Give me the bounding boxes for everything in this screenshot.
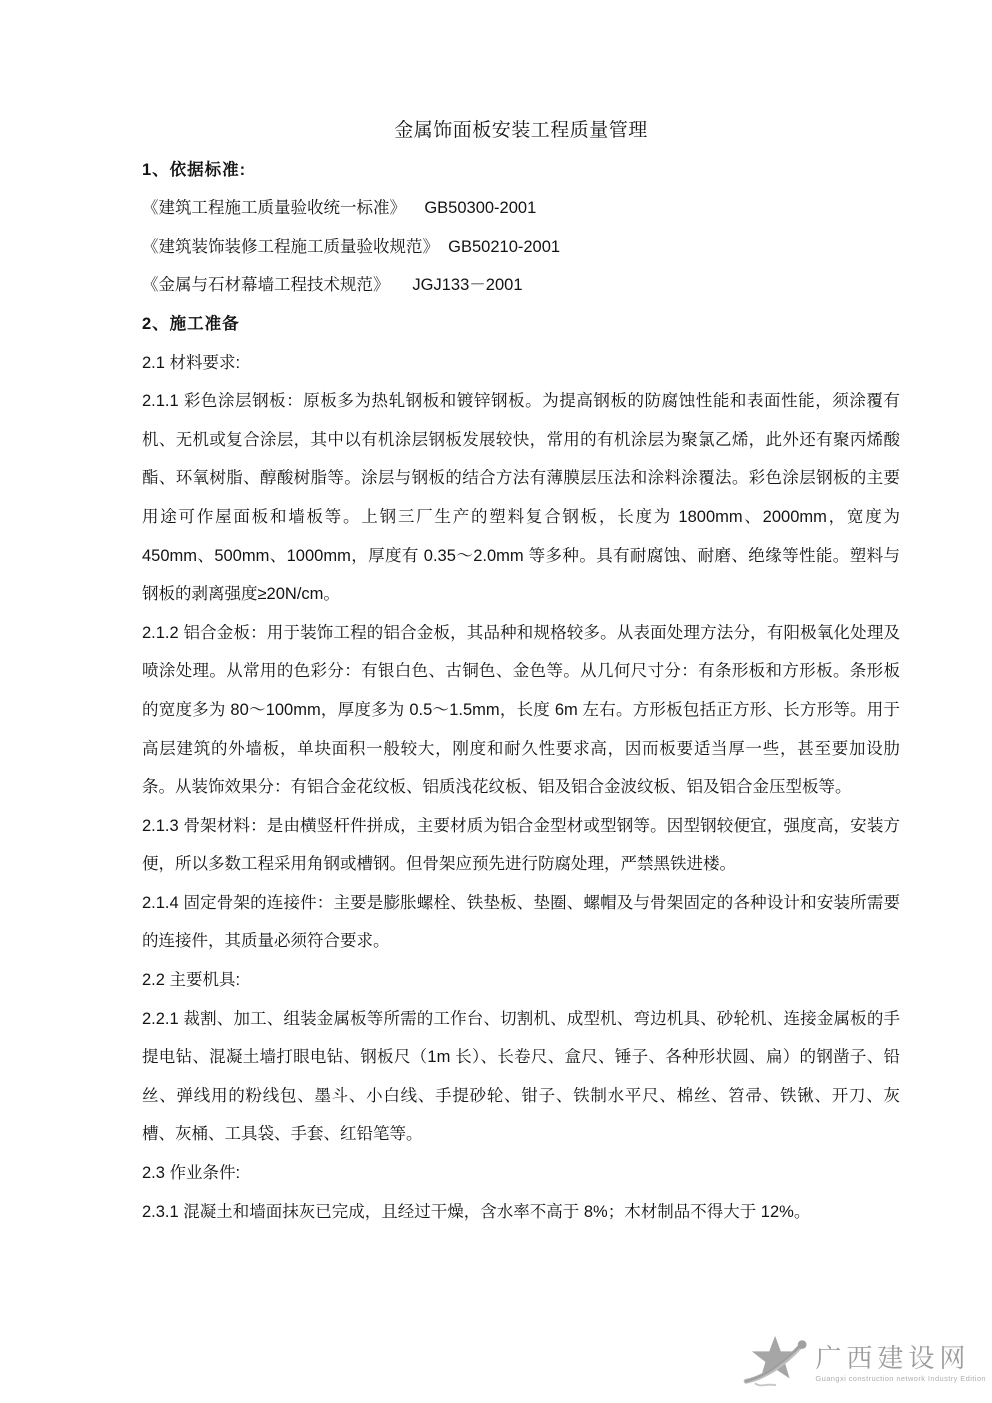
star-icon (743, 1332, 811, 1395)
guangxi-construction-watermark (743, 1332, 986, 1395)
standard-reference-gb50210: 《建筑装饰装修工程施工质量验收规范》 GB50210-2001 (142, 237, 561, 256)
standard-reference-gb50300: 《建筑工程施工质量验收统一标准》 GB50300-2001 (142, 199, 537, 218)
subsection-heading-2-3: 2.3 作业条件: (142, 1164, 241, 1183)
watermark-brand: 广西建设网 (815, 1342, 971, 1373)
document-title: 金属饰面板安装工程质量管理 (394, 120, 648, 141)
standard-reference-jgj133: 《金属与石材幕墙工程技术规范》 JGJ133－2001 (142, 276, 523, 295)
watermark-text (815, 1344, 986, 1384)
document-content (142, 112, 900, 1231)
paragraph-2-3-1: 2.3.1 混凝土和墙面抹灰已完成，且经过干燥，含水率不高于 8%；木材制品不得大于 12%。 (142, 1202, 811, 1221)
paragraph-2-1-4: 2.1.4 固定骨架的连接件：主要是膨胀螺栓、铁垫板、垫圈、螺帽及与骨架固定的各种设计和安装所需要的连接件，其质量必须符合要求。 (142, 893, 900, 951)
section-heading-2: 2、施工准备 (142, 314, 240, 333)
paragraph-2-1-1: 2.1.1 彩色涂层钢板：原板多为热轧钢板和镀锌钢板。为提高钢板的防腐蚀性能和表面性能，须涂覆有机、无机或复合涂层，其中以有机涂层钢板发展较快，常用的有机涂层为聚氯乙烯，此外还有聚丙烯酸酯、环氧树脂、醇酸树脂等。涂层与钢板的结合方法有薄膜层压法和涂料涂覆法。彩色涂层钢板的主要用途可作屋面板和墙板等。上钢三厂生产的塑料复合钢板，长度为 1800mm、2000mm，宽度为 450mm、500mm、1000mm，厚度有 0.35～2.0mm 等多种。具有耐腐蚀、耐磨、绝缘等性能。塑料与钢板的剥离强度≥20N/cm。 (142, 392, 900, 604)
watermark-subtitle: Guangxi construction network Industry Edition (815, 1374, 986, 1384)
subsection-heading-2-1: 2.1 材料要求: (142, 353, 241, 372)
paragraph-2-1-3: 2.1.3 骨架材料：是由横竖杆件拼成，主要材质为铝合金型材或型钢等。因型钢较便宜，强度高，安装方便，所以多数工程采用角钢或槽钢。但骨架应预先进行防腐处理，严禁黑铁进楼。 (142, 816, 900, 874)
paragraph-2-1-2: 2.1.2 铝合金板：用于装饰工程的铝合金板，其品种和规格较多。从表面处理方法分，有阳极氧化处理及喷涂处理。从常用的色彩分：有银白色、古铜色、金色等。从几何尺寸分：有条形板和方形板。条形板的宽度多为 80～100mm，厚度多为 0.5～1.5mm，长度 6m 左右。方形板包括正方形、长方形等。用于高层建筑的外墙板，单块面积一般较大，刚度和耐久性要求高，因而板要适当厚一些，甚至要加设肋条。从装饰效果分：有铝合金花纹板、铝质浅花纹板、铝及铝合金波纹板、铝及铝合金压型板等。 (142, 623, 900, 797)
paragraph-2-2-1: 2.2.1 裁割、加工、组装金属板等所需的工作台、切割机、成型机、弯边机具、砂轮机、连接金属板的手提电钻、混凝土墙打眼电钻、钢板尺（1m 长）、长卷尺、盒尺、锤子、各种形状圆、扁）的钢凿子、铅丝、弹线用的粉线包、墨斗、小白线、手提砂轮、钳子、铁制水平尺、棉丝、笤帚、铁锹、开刀、灰槽、灰桶、工具袋、手套、红铅笔等。 (142, 1009, 900, 1144)
subsection-heading-2-2: 2.2 主要机具: (142, 971, 241, 990)
section-heading-1: 1、依据标准: (142, 160, 247, 179)
